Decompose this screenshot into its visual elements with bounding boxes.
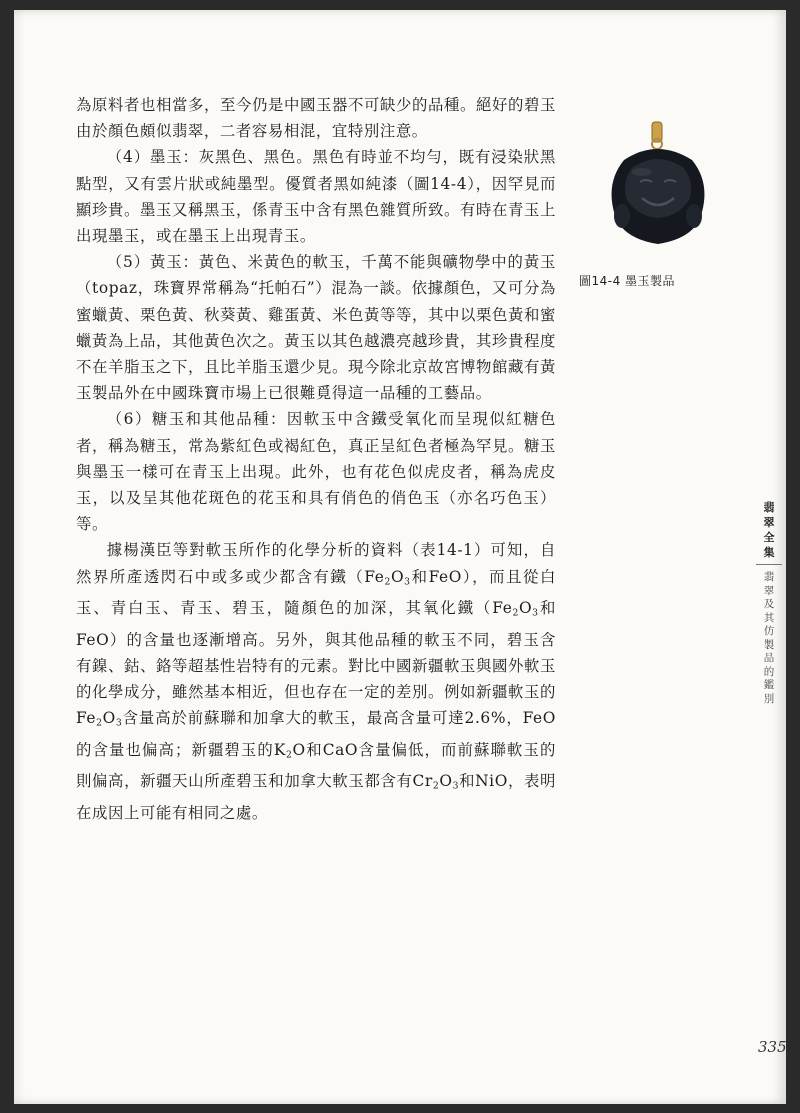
side-subtitle-char: 的	[763, 665, 775, 678]
figure-caption: 圖14-4 墨玉製品	[579, 274, 676, 288]
side-tab	[754, 500, 784, 706]
side-title-char: 全	[763, 531, 775, 544]
side-divider	[756, 564, 782, 565]
text-run: 據楊漢臣等對軟玉所作的化學分析的資料（表14-1）可知，自然界所產透閃石中或多或少都含有鐵（Fe	[76, 541, 556, 586]
paragraph-sugar-jade: （6）糖玉和其他品種：因軟玉中含鐵受氧化而呈現似紅糖色者，稱為糖玉，常為紫紅色或褐紅色，真正呈紅色者極為罕見。糖玉與墨玉一樣可在青玉上出現。此外，也有花色似虎皮者，稱為虎皮玉，以及呈其他花斑色的花玉和具有俏色的俏色玉（亦名巧色玉）等。	[76, 410, 556, 534]
paragraph-chemistry: 據楊漢臣等對軟玉所作的化學分析的資料（表14-1）可知，自然界所產透閃石中或多或少都含有鐵（$Fe_2O_3$和FeO），而且從白玉、青白玉、青玉、碧玉，隨顏色的加深，其氧化鐵（$Fe_2O_3$和FeO）的含量也逐漸增高。另外，與其他品種的軟玉不同，碧玉含有鎳、鈷、鉻等超基性岩特有的元素。對比中國新疆軟玉與國外軟玉的化學成分，雖然基本相近，但也存在一定的差別。例如新疆軟玉的$Fe_2O_3$含量高於前蘇聯和加拿大的軟玉，最高含量可達2.6%，FeO的含量也偏高；新疆碧玉的$K_2O$和CaO含量偏低，而前蘇聯軟玉的則偏高，新疆天山所產碧玉和加拿大軟玉都含有$Cr_2O_3$和NiO，表明在成因上可能有相同之處。	[76, 541, 557, 822]
paragraph-black-jade: （4）墨玉：灰黑色、黑色。黑色有時並不均勻，既有浸染狀黑點型，又有雲片狀或純墨型。優質者黑如純漆（圖14-4），因罕見而顯珍貴。墨玉又稱黑玉，係青玉中含有黑色雜質所致。有時在青玉上出現墨玉，或在墨玉上出現青玉。	[76, 148, 556, 246]
side-title-char: 翠	[763, 516, 775, 529]
paragraph-yellow-jade: （5）黃玉：黃色、米黃色的軟玉，千萬不能與礦物學中的黃玉（topaz，珠寶界常稱為“托帕石”）混為一談。依據顏色，又可分為蜜蠟黃、栗色黃、秋葵黃、雞蛋黃、米色黃等等，其中以栗色黃和蜜蠟黃為上品，其他黃色次之。黃玉以其色越濃亮越珍貴，其珍貴程度不在羊脂玉之下，且比羊脂玉還少見。現今除北京故宮博物館藏有黃玉製品外在中國珠寶市場上已很難覓得這一品種的工藝品。	[76, 253, 556, 403]
side-title-char: 翡	[763, 501, 775, 514]
side-subtitle-char: 鑑	[763, 679, 775, 691]
side-subtitle-char: 翠	[763, 584, 775, 597]
body-text	[76, 92, 556, 826]
page-number: 335	[758, 1038, 787, 1056]
side-subtitle-char: 仿	[763, 625, 775, 637]
page	[14, 10, 786, 1104]
side-subtitle-char: 製	[763, 638, 775, 651]
side-title-char: 集	[763, 546, 775, 559]
side-subtitle-char: 別	[763, 692, 775, 705]
side-subtitle-char: 品	[763, 652, 775, 664]
side-subtitle-char: 其	[763, 611, 775, 624]
side-subtitle-char: 翡	[763, 571, 775, 583]
paragraph-0: 為原料者也相當多，至今仍是中國玉器不可缺少的品種。絕好的碧玉由於顏色頗似翡翠，二者容易相混，宜特別注意。	[76, 96, 556, 141]
side-subtitle-char: 及	[763, 598, 775, 610]
black-jade-pendant-image	[602, 120, 714, 250]
